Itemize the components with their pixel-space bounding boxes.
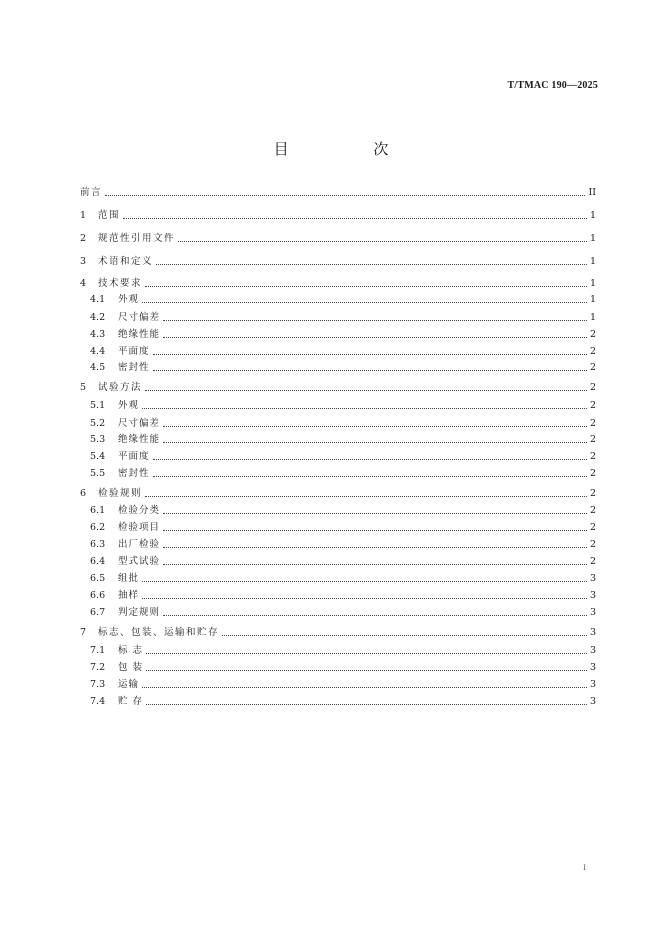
toc-entry[interactable] — [80, 229, 596, 245]
toc-dot-leader — [153, 354, 587, 355]
toc-entry-page: 2 — [589, 522, 596, 533]
toc-entry-number: 4.4 — [90, 346, 106, 357]
toc-dot-leader — [105, 195, 585, 196]
toc-entry-page: 1 — [589, 312, 596, 323]
toc-entry[interactable] — [80, 378, 596, 394]
toc-entry-label: 平面度 — [118, 451, 150, 462]
toc-entry-page: 2 — [589, 468, 596, 479]
toc-entry-number: 2 — [80, 233, 87, 244]
toc-entry-page: 1 — [589, 278, 596, 289]
toc-entry-page: 2 — [589, 434, 596, 445]
toc-entry-page: 3 — [589, 607, 596, 618]
toc-entry-page: 2 — [589, 556, 596, 567]
toc-entry[interactable] — [90, 358, 596, 374]
toc-dot-leader — [178, 241, 587, 242]
toc-entry-number: 6.5 — [90, 573, 106, 584]
toc-entry[interactable] — [80, 484, 596, 500]
toc-dot-leader — [163, 564, 587, 565]
toc-entry-page: 1 — [589, 256, 596, 267]
toc-dot-leader — [163, 547, 587, 548]
toc-entry-label: 出厂检验 — [118, 539, 161, 550]
toc-entry-number: 7.3 — [90, 679, 106, 690]
toc-title: 目 次 — [273, 140, 429, 158]
toc-entry-label: 规范性引用文件 — [98, 233, 176, 244]
toc-entry-number: 5.5 — [90, 468, 106, 479]
toc-entry-number: 6.2 — [90, 522, 106, 533]
toc-entry[interactable] — [90, 569, 596, 585]
toc-dot-leader — [153, 370, 587, 371]
toc-entry-label: 标志、包装、运输和贮存 — [98, 627, 220, 638]
toc-entry[interactable] — [90, 501, 596, 517]
toc-entry-label: 判定规则 — [118, 607, 161, 618]
toc-entry[interactable] — [90, 430, 596, 446]
toc-entry-label: 术语和定义 — [98, 256, 154, 267]
toc-entry[interactable] — [90, 535, 596, 551]
toc-entry-number: 5.2 — [90, 418, 106, 429]
toc-entry-number: 6.3 — [90, 539, 106, 550]
toc-entry[interactable] — [90, 396, 596, 412]
toc-dot-leader — [146, 704, 587, 705]
toc-entry[interactable] — [90, 518, 596, 534]
toc-entry-label: 贮 存 — [118, 696, 144, 707]
toc-dot-leader — [146, 670, 587, 671]
toc-entry-label: 尺寸偏差 — [118, 312, 161, 323]
toc-entry[interactable] — [80, 623, 596, 639]
toc-entry-page: 1 — [589, 210, 596, 221]
toc-entry-label: 绝缘性能 — [118, 329, 161, 340]
toc-entry[interactable] — [90, 586, 596, 602]
toc-entry[interactable] — [80, 252, 596, 268]
toc-entry-number: 5 — [80, 382, 87, 393]
toc-entry-page: 2 — [589, 488, 596, 499]
toc-dot-leader — [146, 653, 587, 654]
toc-entry-page: 3 — [589, 645, 596, 656]
toc-entry[interactable] — [90, 308, 596, 324]
toc-entry-label: 绝缘性能 — [118, 434, 161, 445]
toc-entry-page: 3 — [589, 679, 596, 690]
toc-entry-number: 5.1 — [90, 400, 106, 411]
toc-dot-leader — [163, 426, 587, 427]
toc-entry-page: 2 — [589, 505, 596, 516]
toc-dot-leader — [163, 530, 587, 531]
toc-entry-label: 试验方法 — [98, 382, 143, 393]
page-number: I — [583, 864, 586, 872]
toc-entry-number: 7.1 — [90, 645, 106, 656]
toc-entry-label: 包 装 — [118, 662, 144, 673]
toc-entry-page: 2 — [589, 418, 596, 429]
toc-entry[interactable] — [80, 274, 596, 290]
toc-entry-number: 6 — [80, 488, 87, 499]
toc-entry-label: 密封性 — [118, 468, 150, 479]
toc-entry-label: 检验分类 — [118, 505, 161, 516]
toc-entry-page: II — [588, 187, 596, 198]
toc-entry-page: 3 — [589, 573, 596, 584]
toc-entry-number: 4.3 — [90, 329, 106, 340]
toc-entry-page: 1 — [589, 294, 596, 305]
toc-entry[interactable] — [80, 206, 596, 222]
toc-entry-page: 2 — [589, 539, 596, 550]
toc-entry-label: 尺寸偏差 — [118, 418, 161, 429]
toc-dot-leader — [145, 496, 587, 497]
document-code: T/TMAC 190—2025 — [507, 80, 598, 91]
toc-entry-number: 5.3 — [90, 434, 106, 445]
toc-dot-leader — [142, 408, 587, 409]
toc-entry-page: 3 — [589, 696, 596, 707]
toc-entry-number: 6.1 — [90, 505, 106, 516]
toc-entry-number: 4.5 — [90, 362, 106, 373]
toc-entry-page: 1 — [589, 233, 596, 244]
toc-entry-label: 前言 — [80, 187, 103, 198]
toc-entry-label: 范围 — [98, 210, 121, 221]
toc-entry-number: 6.6 — [90, 590, 106, 601]
toc-dot-leader — [222, 635, 587, 636]
toc-dot-leader — [142, 581, 587, 582]
toc-dot-leader — [123, 218, 587, 219]
toc-entry-label: 技术要求 — [98, 278, 143, 289]
toc-entry-label: 型式试验 — [118, 556, 161, 567]
toc-entry-page: 2 — [589, 329, 596, 340]
toc-dot-leader — [156, 264, 587, 265]
toc-entry-page: 2 — [589, 400, 596, 411]
toc-entry[interactable] — [90, 342, 596, 358]
toc-entry-number: 6.4 — [90, 556, 106, 567]
toc-entry-page: 2 — [589, 362, 596, 373]
toc-dot-leader — [142, 302, 587, 303]
toc-entry-number: 6.7 — [90, 607, 106, 618]
toc-entry-number: 7 — [80, 627, 87, 638]
toc-entry-label: 运输 — [118, 679, 140, 690]
toc-entry[interactable] — [90, 641, 596, 657]
toc-entry-page: 2 — [589, 382, 596, 393]
toc-entry[interactable] — [90, 675, 596, 691]
toc-entry-number: 3 — [80, 256, 87, 267]
toc-entry[interactable] — [90, 464, 596, 480]
toc-entry[interactable] — [90, 552, 596, 568]
toc-entry-number: 7.2 — [90, 662, 106, 673]
toc-entry[interactable] — [90, 447, 596, 463]
toc-dot-leader — [145, 286, 587, 287]
toc-entry-number: 7.4 — [90, 696, 106, 707]
toc-entry[interactable] — [80, 183, 596, 199]
toc-entry-number: 4.2 — [90, 312, 106, 323]
toc-entry-label: 组批 — [118, 573, 140, 584]
toc-dot-leader — [163, 442, 587, 443]
toc-dot-leader — [163, 513, 587, 514]
toc-entry-label: 密封性 — [118, 362, 150, 373]
toc-entry-label: 检验项目 — [118, 522, 161, 533]
toc-entry[interactable] — [90, 658, 596, 674]
toc-dot-leader — [153, 459, 587, 460]
toc-entry-number: 4 — [80, 278, 87, 289]
toc-entry-label: 抽样 — [118, 590, 140, 601]
toc-dot-leader — [145, 390, 587, 391]
toc-entry-page: 2 — [589, 346, 596, 357]
toc-entry-page: 3 — [589, 627, 596, 638]
toc-entry[interactable] — [90, 325, 596, 341]
toc-entry-number: 5.4 — [90, 451, 106, 462]
toc-dot-leader — [142, 598, 587, 599]
toc-dot-leader — [142, 687, 587, 688]
toc-entry[interactable] — [90, 290, 596, 306]
toc-entry[interactable] — [90, 414, 596, 430]
toc-entry-page: 3 — [589, 662, 596, 673]
toc-entry[interactable] — [90, 603, 596, 619]
toc-entry-label: 平面度 — [118, 346, 150, 357]
toc-entry-number: 1 — [80, 210, 87, 221]
toc-entry[interactable] — [90, 692, 596, 708]
toc-dot-leader — [163, 615, 587, 616]
toc-entry-number: 4.1 — [90, 294, 106, 305]
toc-entry-label: 检验规则 — [98, 488, 143, 499]
toc-dot-leader — [153, 476, 587, 477]
toc-entry-page: 2 — [589, 451, 596, 462]
toc-entry-label: 外观 — [118, 400, 140, 411]
toc-entry-page: 3 — [589, 590, 596, 601]
toc-entry-label: 外观 — [118, 294, 140, 305]
toc-dot-leader — [163, 320, 587, 321]
toc-dot-leader — [163, 337, 587, 338]
toc-entry-label: 标 志 — [118, 645, 144, 656]
